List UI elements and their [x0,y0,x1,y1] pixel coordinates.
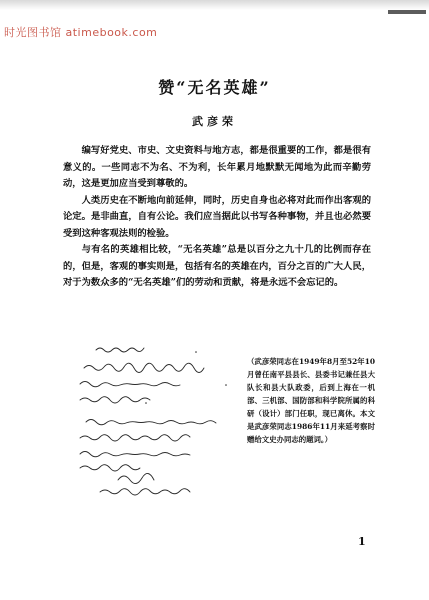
paragraph-2: 人类历史在不断地向前延伸，同时，历史自身也必将对此而作出客观的论定。是非曲直，自有公论。我们应当据此以书写各种事物，并且也必然要受到这种客观法则的检验。 [63,194,371,239]
article-author: 武彦荣 [192,115,237,128]
page-number: 1 [358,535,366,548]
facsimile-caption: （武彦荣同志在1949年8月至52年10月曾任南平县县长、县委书记兼任县大队长和县大队政委，后到上海在一机部、三机部、国防部和科学院所属的科研（设计）部门任职，现已离休。本文是武彦荣同志1986年11月来延考察时赠给文史办同志的题词。） [247,357,375,444]
handwritten-facsimile [76,340,239,500]
article-title: 赞“无名英雄” [158,78,271,97]
article-body [63,143,371,292]
handwriting-image [76,340,239,500]
scan-top-shadow [0,0,429,10]
watermark: 时光图书馆 atimebook.com [4,26,158,39]
paragraph-1: 编写好党史、市史、文史资料与地方志，都是很重要的工作，都是很有意义的。一些同志不为名、不为利，长年累月地默默无闻地为此而辛勤劳动，这是更加应当受到尊敬的。 [63,145,371,189]
paragraph-3: 与有名的英雄相比较，“无名英雄”总是以百分之九十几的比例而存在的，但是，客观的事实则是，包括有名的英雄在内，百分之百的广大人民，对于为数众多的“无名英雄”们的劳动和贡献，将是永远不会忘记的。 [63,244,371,288]
scan-mark [388,10,426,14]
